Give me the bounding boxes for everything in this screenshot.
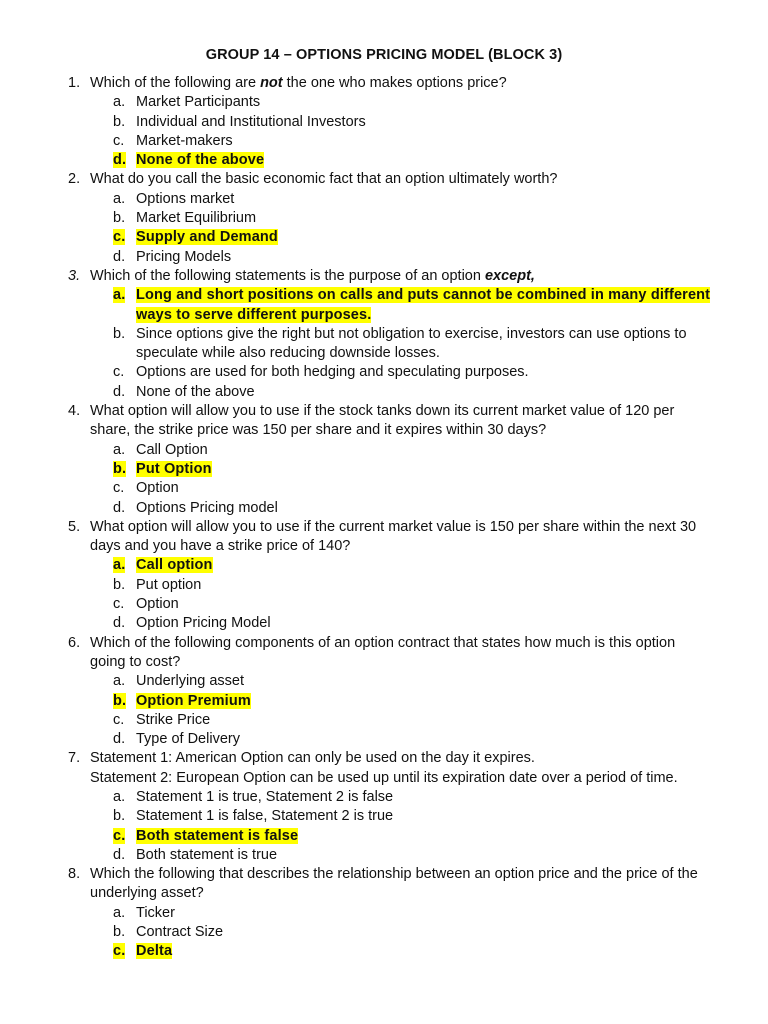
option-letter: d. [113, 731, 126, 748]
option-letter: a. [113, 904, 126, 921]
option-d [0, 730, 768, 749]
option-letter: b. [113, 210, 126, 227]
question-text-start: Which of the following statements is the purpose of an option [90, 267, 485, 284]
option-c [0, 479, 768, 498]
option-text: Market Equilibrium [136, 210, 257, 227]
question-text-continued: underlying asset? [90, 885, 204, 902]
question-number: 4. [68, 403, 81, 420]
option-text: Options are used for both hedging and speculating purposes. [136, 364, 529, 381]
question-text-continued: days and you have a strike price of 140? [90, 538, 351, 555]
option-letter: b. [113, 576, 126, 593]
option-letter: c. [113, 480, 125, 497]
option-letter: c. [113, 364, 125, 381]
option-text-wrap [0, 151, 726, 170]
option-letter: b. [113, 692, 127, 709]
option-letter: c. [113, 596, 125, 613]
option-b [0, 923, 768, 942]
option-b-answer [0, 460, 768, 479]
option-letter: b. [113, 113, 126, 130]
option-text: speculate while also reducing downside losses. [136, 345, 440, 362]
option-letter-wrap [113, 460, 133, 479]
highlighted-answer: Delta [136, 943, 173, 960]
option-letter: a. [113, 190, 126, 207]
question-6 [0, 634, 768, 750]
option-c [0, 711, 768, 730]
option-a [0, 672, 768, 691]
option-text: Since options give the right but not obligation to exercise, investors can use options to [136, 325, 687, 342]
question-text: Which the following that describes the relationship between an option price and the price of the [90, 866, 698, 883]
option-a [0, 904, 768, 923]
option-text: Market Participants [136, 94, 261, 111]
question-list [0, 74, 768, 962]
option-d [0, 614, 768, 633]
highlighted-answer: ways to serve different purposes. [136, 306, 372, 323]
option-letter: d. [113, 248, 126, 265]
option-letter: d. [113, 152, 127, 169]
option-c [0, 595, 768, 614]
option-c-answer [0, 228, 768, 247]
option-letter: d. [113, 615, 126, 632]
option-text: Underlying asset [136, 673, 244, 690]
question-text [0, 74, 730, 93]
option-letter-wrap [113, 692, 133, 711]
question-2 [0, 170, 768, 266]
question-statement-2: Statement 2: European Option can be used up until its expiration date over a period of time. [90, 769, 678, 786]
question-8 [0, 865, 768, 961]
option-letter: b. [113, 325, 126, 342]
question-statement-1: Statement 1: American Option can only be used on the day it expires. [90, 750, 535, 767]
option-letter: c. [113, 943, 126, 960]
question-7 [0, 749, 768, 865]
option-text: Strike Price [136, 711, 211, 728]
highlighted-answer: None of the above [136, 152, 265, 169]
question-4 [0, 402, 768, 518]
option-b [0, 807, 768, 826]
option-text: Contract Size [136, 924, 224, 941]
option-letter: a. [113, 287, 126, 304]
option-letter: d. [113, 499, 126, 516]
option-b [0, 209, 768, 228]
option-text: Option Pricing Model [136, 615, 271, 632]
question-text: What option will allow you to use if the stock tanks down its current market value of 120 per [90, 403, 675, 420]
question-text-start: Which of the following are [90, 75, 261, 91]
option-text: Options Pricing model [136, 499, 278, 516]
option-letter: c. [113, 229, 126, 246]
option-letter: d. [113, 383, 126, 400]
highlighted-answer: Supply and Demand [136, 229, 278, 246]
option-letter: a. [113, 557, 126, 574]
option-letter: a. [113, 94, 126, 111]
question-text-end: the one who makes options price? [282, 75, 507, 91]
question-number: 2. [68, 171, 81, 188]
option-text: Both statement is true [136, 846, 278, 863]
option-text: None of the above [136, 383, 255, 400]
option-text: Pricing Models [136, 248, 232, 265]
option-letter: d. [113, 846, 126, 863]
option-c-answer [0, 942, 768, 961]
option-d [0, 248, 768, 267]
question-5 [0, 518, 768, 634]
option-letter-wrap [113, 942, 133, 961]
page-title: GROUP 14 – OPTIONS PRICING MODEL (BLOCK 3) [205, 47, 563, 63]
option-letter: b. [113, 460, 127, 477]
option-letter: a. [113, 673, 126, 690]
option-a [0, 190, 768, 209]
option-letter-wrap [113, 827, 133, 846]
option-d [0, 499, 768, 518]
question-text: What option will allow you to use if the current market value is 150 per share within the next 30 [90, 518, 697, 535]
option-text: Options market [136, 190, 235, 207]
option-text: Option [136, 480, 179, 497]
highlighted-answer: Option Premium [136, 692, 251, 709]
option-text: Statement 1 is false, Statement 2 is true [136, 808, 394, 825]
option-c [0, 363, 768, 382]
option-a [0, 788, 768, 807]
option-a-answer [0, 556, 768, 575]
option-text: Option [136, 596, 179, 613]
question-number: 5. [68, 518, 81, 535]
question-number: 7. [68, 750, 81, 767]
option-letter-wrap [113, 228, 133, 247]
question-number: 1. [68, 75, 81, 91]
option-text: Statement 1 is true, Statement 2 is false [136, 788, 394, 805]
question-number: 3. [68, 267, 81, 284]
option-text-wrap [0, 556, 726, 575]
question-text: What do you call the basic economic fact that an option ultimately worth? [90, 171, 558, 188]
option-c-answer [0, 827, 768, 846]
option-letter: c. [113, 132, 125, 149]
option-b [0, 113, 768, 132]
question-text-continued: share, the strike price was 150 per share and it expires within 30 days? [90, 422, 547, 439]
option-b [0, 576, 768, 595]
option-text: Market-makers [136, 132, 233, 149]
option-a-answer [0, 286, 768, 325]
option-letter: c. [113, 711, 125, 728]
highlighted-answer: Both statement is false [136, 827, 299, 844]
option-text: Put option [136, 576, 202, 593]
question-number: 6. [68, 634, 81, 651]
option-d [0, 846, 768, 865]
option-b [0, 325, 768, 364]
option-text-wrap [0, 692, 726, 711]
option-letter-wrap [113, 151, 133, 170]
option-d [0, 383, 768, 402]
option-letter-wrap [113, 286, 133, 305]
option-text: Individual and Institutional Investors [136, 113, 366, 130]
option-text-wrap [0, 460, 726, 479]
option-letter: b. [113, 924, 126, 941]
question-1 [0, 74, 768, 170]
option-b-answer [0, 692, 768, 711]
question-3 [0, 267, 768, 402]
option-a [0, 441, 768, 460]
option-text-wrap [0, 286, 726, 305]
option-a [0, 93, 768, 112]
question-text: Which of the following components of an option contract that states how much is this option [90, 634, 676, 651]
option-text: Ticker [136, 904, 175, 921]
option-letter: a. [113, 788, 126, 805]
option-letter-wrap [113, 556, 133, 575]
highlighted-answer: Put Option [136, 460, 212, 477]
option-letter: b. [113, 808, 126, 825]
question-number: 8. [68, 866, 81, 883]
question-text-continued: going to cost? [90, 653, 181, 670]
option-text-wrap [0, 942, 726, 961]
highlighted-answer: Call option [136, 557, 213, 574]
option-text-wrap [0, 306, 726, 325]
option-d-answer [0, 151, 768, 170]
option-text-wrap [0, 228, 726, 247]
option-text: Call Option [136, 441, 208, 458]
option-text: Type of Delivery [136, 731, 240, 748]
question-emphasis: not [260, 75, 283, 91]
highlighted-answer: Long and short positions on calls and puts cannot be combined in many different [136, 287, 711, 304]
option-c [0, 132, 768, 151]
option-letter: a. [113, 441, 126, 458]
question-text [0, 267, 730, 286]
question-emphasis: except, [484, 267, 535, 284]
option-text-wrap [0, 827, 726, 846]
option-letter: c. [113, 827, 126, 844]
